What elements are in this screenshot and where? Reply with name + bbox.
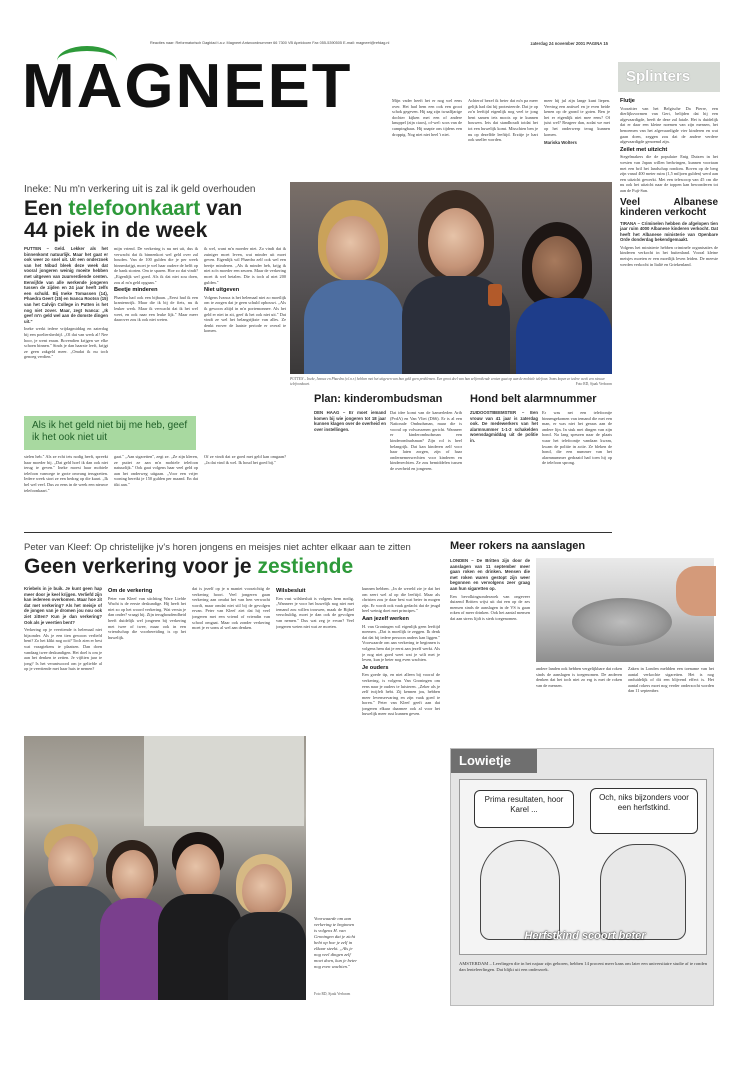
alarm-title: Hond belt alarmnummer bbox=[470, 393, 597, 405]
main-headline-accent: telefoonkaart bbox=[68, 197, 201, 220]
main-body-1: Ineke werkt iedere vrijdagmiddag en zaterdag bij een poeliersbedrijf. „Ol dat van werk al! Nee hoor, je went eraan. Bovendien krijgen we elke schoen binnen." Sinds je dan haarste leeft, krijgt ze geen zakgeld meer. „Omdat ik nu toch genoeg verdien." bbox=[24, 326, 108, 360]
verkering-col-4 bbox=[276, 586, 354, 732]
main-col-4 bbox=[24, 454, 108, 520]
alarm-col-2 bbox=[542, 410, 612, 520]
verkering-photo-person-4 bbox=[242, 864, 286, 918]
rokers-body: Een bevolkingsonderzoek van ongeveer duizend Britten wijst uit dat een op de zes mensen sinds de aanslagen in de VS is gaan roken of meer drinken. Ook het aantal mensen dat aan stress lijdt is sterk toegenomen. bbox=[450, 593, 530, 621]
flutje-title: Flutje bbox=[620, 98, 635, 104]
verkering-body-3: dat is jezelf op je n maniet voorzichtig de verkering hoort. Veel jongeren gaan verkering aan omdat het van hen verwacht wordt, maar omdat niet stil bij de gevolgen ervan. Peter van Kleef ziet dat hij veel jongeren met een vriend of vriendin van school omgaat. Maar ook zonder verkering moet je er soms al wel aan denken. bbox=[192, 586, 270, 631]
main-col-2 bbox=[114, 246, 198, 412]
info-line: Reacties naar: Reformatorisch Dagblad t.a.v. Magneet Antwoordnummer 66 7300 VB Apeldoorn Fax 055-5390505 E-mail: magneet@refdag.nl bbox=[150, 41, 390, 45]
main-col-1 bbox=[24, 246, 108, 412]
cartoon-panel bbox=[459, 779, 707, 955]
verkering-subhead-3: Aan jezelf werken bbox=[362, 615, 409, 622]
verkering-lead: Kriebels in je buik. Je kunt geen hap meer door je keel krijgen. Verliefd zijn kan iedereen overkomen. Maar hoe zit dat met verkering? Als het meisje of de jongen van je dromen jou nou ook ziet zitten? Kun je dan verkering? Ook als je veertien bent? bbox=[24, 586, 102, 625]
ombudsman-title: Plan: kinderombudsman bbox=[314, 393, 443, 405]
intro-col-1 bbox=[392, 98, 462, 160]
hand-icon bbox=[676, 566, 716, 616]
albanese-title: Veel Albanese kinderen verkocht bbox=[620, 196, 718, 218]
ombudsman-body: Dat idee komt van de kamerleden Arib (PvdA) en Van Vliet (D66). Er is al een Nationale Ombudsman, maar die is vooral op volwassenen gericht. Wanneer er kinderombudsman een kinderombudsman? Zijn rol is heel belangrijk. Dat kan kinderen zelf voor haar laten zorgen, zijn of haar ondernemersrechten voor kinderen en kinderrechten. Ze zou bemiddelen tussen de overheid en jongeren. bbox=[390, 410, 462, 471]
splinters-content bbox=[620, 96, 718, 516]
phone-icon bbox=[488, 284, 502, 306]
main-body-4: ik wel, want m'n moeder niet. Zo vindt dat ik zuiniger moet leven, wat minder uit moet geven. Eigenlijk wil Phaedra zelf ook wel een beetje minderen. „Als ik minder heb, krijg ik niet zo'n moeder een zeuren. Maar de verkering moet ik wel betalen. Die is toch al niet 200 gulden." bbox=[204, 246, 286, 285]
main-photo-caption bbox=[290, 377, 612, 386]
main-body-7: gaat." „Aan sigaretten", zegt ze. „Ze zijn kleren, ze puttet ze aan m'n mobiele telefoon natuurlijk." Ook gaat volgens haar veel geld op aan het onderweg uitgaan. „Voor een vrijer woning bereikt je 150 gulden per maand. En dat tikt aan." bbox=[114, 454, 198, 487]
rokers-photo bbox=[536, 558, 714, 662]
main-kicker: Ineke: Nu m'n verkering uit is zal ik geld overhouden bbox=[24, 184, 256, 195]
alarm-lead: ZUIDOOSTBEEMSTER – Een vrouw van 41 jaar is zaterdag ook. De medewerkers van het alarmnummer 1-1-2 schakelden woensdagmiddag uit de politie in. bbox=[470, 410, 538, 443]
rokers-body-3: Zaken in Londen meldden een toename van het aantal verkochte sigaretten. Het is nog onduidelijk of dit een blijvend effect is. Het aantal rokers moet nog verder onderzocht worden dan 11 september. bbox=[628, 666, 714, 694]
albanese-lead: TIRANA – Criminelen hebben de afgelopen tien jaar ruim 4000 Albanese kinderen verkocht. Dat heeft het Albanese ministerie van Openbare Orde donderdag bekendgemaakt. bbox=[620, 220, 718, 243]
cartoon-banner: Herfstkind scoort beter bbox=[524, 930, 646, 942]
verkering-photo-person-4-body bbox=[228, 912, 306, 1000]
intro-col-2 bbox=[468, 98, 538, 160]
verkering-subhead-2: Wilsbesluit bbox=[276, 588, 306, 594]
verkering-subhead-4: Je ouders bbox=[362, 664, 389, 671]
main-lead: PUTTEN – Geld. Lekker als het binnenkomt natuurlijk. Maar het gaat er ook weer zo snel uit. Uit een onderzoek van het Nibud bleek deze week dat vooral jongeren weinig moeite hebben met uitgeven van zuurverdiende centen. Eenvijfde van alle werkende jongeren tussen de zijden en 24 jaar heeft zelfs een schuld. Bij Ineke Tomassen (14), Phaedra Geert (15) en Ivanca Rootsn (15) van het Calvijn College in Putten is het nog niet zover. Maar, zegt Ivanca: „Ik geef m'n geld wel aan de domste dingen uit." bbox=[24, 246, 108, 324]
albanese-body: Volgens het ministerie hebben criminele organisaties de kinderen verkocht in het buitenland. Vooral kleine meisjes moeten er een moeilijk leven leiden. De meeste werden verkocht in Italië en Griekenland. bbox=[620, 244, 718, 267]
verkering-body-5: kunnen hebben. „In de wereld zie je dat het om seert wel al op die leeftijd. Maar als christen zou je daar best wat beter in mogen zijn. Er wordt ook vaak gedacht dat de jeugd heel weinig doet met principes." bbox=[362, 586, 440, 614]
photo-person-middle bbox=[428, 208, 484, 278]
lowietje-text bbox=[459, 961, 707, 1001]
intro-signature: Mariska Wolters bbox=[544, 140, 577, 146]
section-divider bbox=[24, 532, 612, 533]
main-headline bbox=[24, 198, 294, 242]
speech-bubble-right bbox=[590, 788, 698, 834]
masthead-m-accent bbox=[57, 46, 117, 76]
zeilen-title: Zeilet met uitzicht bbox=[620, 146, 668, 153]
main-headline-line2: 44 piek in de week bbox=[24, 219, 208, 243]
lowietje-logo-box bbox=[451, 749, 537, 773]
verkering-credit: Foto RD, Sjaak Verboom bbox=[314, 992, 351, 996]
main-quote-box bbox=[24, 416, 196, 450]
main-subhead-1: Beetje minderen bbox=[114, 287, 158, 294]
photo-person-left bbox=[326, 216, 380, 282]
verkering-body-7: Een goede tip, en niet alleen bij vooraf de verkering, is volgens Van Groningen om eens naar je ouders te luisteren. „Zeker als je zelf twijfelt hebt. Zij kennen jou, hebben meer levenservaring en zijn vaak goed te horen." Peter van Kleef geeft aan dat jongeren elkaar daarmee ook al voor het huwelijk meer rust kunnen geven. bbox=[362, 672, 440, 717]
main-body-8: Of ze vindt dat ze goed met geld kan omgaan? „Ja dat vind ik wel. Ik houd het goed bij." bbox=[204, 454, 286, 465]
splinters-logo-box bbox=[618, 62, 720, 92]
main-quote-text: Als ik het geld niet bij me heb, geef ik het ook niet uit bbox=[32, 420, 188, 443]
verkering-headline bbox=[24, 556, 494, 578]
photo-person-left-body bbox=[304, 280, 404, 374]
masthead bbox=[22, 42, 402, 124]
photo-person-right-body bbox=[516, 298, 612, 374]
date-line: zaterdag 24 november 2001 PAGINA 15 bbox=[530, 41, 608, 46]
rokers-title: Meer rokers na aanslagen bbox=[450, 540, 586, 552]
verkering-col-5 bbox=[362, 586, 440, 996]
verkering-pullquote bbox=[314, 916, 358, 970]
main-body-5: Volgens Ivanca is het helemaal niet zo moeilijk om te zorgen dat je geen schuld opbouwt. „Als ik gewoon altijd in m'n portemonnee. Als het geld er niet in zit, geef ik het ook niet uit." Dat vindt ze wel het belangrijkste van alles. Ze denkt erover de laatste periode er overal te komen. bbox=[204, 294, 286, 334]
intro-col-3 bbox=[544, 98, 610, 160]
speech-bubble-left-text: Prima resultaten, hoor Karel ... bbox=[484, 795, 564, 814]
lowietje-box bbox=[450, 748, 714, 1006]
newspaper-page bbox=[18, 36, 720, 1050]
speech-bubble-left bbox=[474, 790, 574, 828]
verkering-subhead-1: Om de verkering bbox=[108, 588, 153, 594]
verkering-col-1 bbox=[24, 586, 102, 732]
verkering-headline-pre: Geen verkering voor je bbox=[24, 555, 258, 578]
rokers-body-2: andere landen ook hebben vergelijkbare dat roken sinds de aanslagen is toegenomen. De anderen denken dat het toch niet zo erg is met de roken van de mensen. bbox=[536, 666, 622, 688]
speech-bubble-right-text: Och, niks bijzonders voor een herfstkind. bbox=[599, 793, 689, 812]
main-body-2: mijn vriend. De verkering is nu net uit, dus ik verwacht dat ik binnenkort wel geld over zal houden. Van de 100 gulden die je per week binnenkrijgt, moet je wel haar oudere de helft op de bank storten. Om te sparen. Hoe zo dat vindt? „Eigenlijk wel goed. Als ik dat niet zou doen, zou al m'n geld opgaan." bbox=[114, 246, 198, 285]
intro-paragraph-3: meer hij jul zijn lange kunt liepen. Verving een antiwel en je even beide kenen op de grond te goten. Ben je het er eigenlijk niet mee eens? Of juist wel? Reageer dan, zodat we met op het onderwerp terug kunnen komen. bbox=[544, 98, 610, 137]
main-body-3: Phaedra had ook een bijbaan. „Eerst had ik een krantenwijk. Maar die ik bij de fiets, nu ik leuker werk. Maar ik verwacht dat ik het wel weet, en ook naar een leuke lijk." Maar meer daarover zou ik ook niet weten. bbox=[114, 294, 198, 323]
splinters-sidebar bbox=[618, 62, 720, 518]
verkering-body-2: Peter van Kleef van stichting Ware Liefde Wacht is de eerste deskundige. Hij heeft het niet zo op het woord verkering. Wat versta je dan onder? vraagt hij. Zijn terughoudendheid heeft duidelijk wel jongeren bij verkering met twee of twee, maar ook in een vriendschap die voorbereiding is op het huwelijk. bbox=[108, 595, 186, 640]
lowietje-body: AMSTERDAM – Leerlingen die in het najaar zijn geboren, hebben 14 procent meer kans om later een universitaire studie af te ronden dan lenteleerlingen. Dat blijkt uit een onderzoek. bbox=[459, 961, 707, 972]
main-col-3 bbox=[204, 246, 286, 412]
alarm-col-1 bbox=[470, 410, 538, 520]
verkering-pullquote-text: Voorwaarde om aan verkering te beginnen is volgens H. van Groningen dat je zicht hebt op hoe je zelf in elkaar steekt. „Als je nog veel dingen zelf moet doen, kun je beter nog even wachten." bbox=[314, 916, 357, 969]
main-photo-caption-text: PUTTEN – Ineke, Ivanca en Phaedra (v.l.n.r.) hebben met het uitgeven van hun geld geen problemen. Een groot deel van hun zelfverdiende centen gaat op aan de mobiele telefoon. Soms kopen ze iedere week een nieuwe telefoonkaart. bbox=[290, 377, 605, 386]
intro-paragraph-1: Mijn vader heeft het er nog wel eens over. Het had hem een ook een groot schok gegeven. Hij zag zijn twaalfjarige dochter kijken met een of andere knuppel (zijn ciaos), of-wel: soos van de campingbaas. Hij snapte ons tijdens een droppig. Nog niet niet heel 't niet. bbox=[392, 98, 462, 137]
verkering-headline-accent: zestiende bbox=[257, 555, 354, 578]
rokers-lead: LONDEN – De Britten zijn door de aanslagen van 11 september meer gaan roken en drinken. Mensen die met roken waren gestopt zijn weer begonnen en vervolgens zeer graag aan hun sigaretten op. bbox=[450, 558, 530, 591]
main-headline-pre: Een bbox=[24, 197, 69, 220]
verkering-photo-person-3 bbox=[176, 844, 220, 900]
verkering-col-3 bbox=[192, 586, 270, 732]
main-col-5 bbox=[114, 454, 198, 520]
main-col-6 bbox=[204, 454, 286, 520]
ombudsman-col-1 bbox=[314, 410, 386, 520]
photo-person-right bbox=[532, 236, 582, 298]
rokers-col-1 bbox=[450, 558, 530, 740]
rokers-col-2 bbox=[536, 666, 622, 742]
verkering-photo bbox=[24, 736, 306, 1000]
ombudsman-col-2 bbox=[390, 410, 462, 520]
alarm-body: Er was net een telefoontje binnengekomen van iemand die met een man, er was niet het geraas aan de andere lijn. In stuk met dingen van zijn hond. Na lang speuren naar de plaats waar het telefoontje vandaan kwam, kwam de politie in actie. Ze bleken de hond, die een nummer van het alarmnummer gedraaid had toen hij op de telefoon sprong. bbox=[542, 410, 612, 466]
verkering-body-6: H. van Groningen wil eigenlijk geen leeftijd noemen. „Dat is moeilijk te zeggen. Ik denk dat dat bij iedere persoon anders kan liggen." Voorwaarde om aan verkering te beginnen is volgens hem dat je eerst aan jezelf werkt. Als je nog niet goed weet wat je wilt met je leven, kun je beter nog even wachten. bbox=[362, 623, 440, 663]
main-headline-post: van bbox=[200, 197, 243, 220]
verkering-photo-person-2 bbox=[112, 850, 154, 904]
rokers-col-3 bbox=[628, 666, 714, 742]
ombudsman-lead: DEN HAAG – Er moet iemand komen bij wie jongeren tot 18 jaar kunnen klagen over de overheid en over instellingen. bbox=[314, 410, 386, 432]
verkering-body-4: Een vast wilsbesluit is volgens hem nodig. „Wanneer je voor het huwelijk nog niet met iemand zou willen trouwen, maak de Bijbel verschuldig, moet je dan ook de gevolgen van nemen." Dus wat zeg je ervan? Veel jongeren weten niet wat ze moeten. bbox=[276, 595, 354, 629]
verkering-kicker: Peter van Kleef: Op christelijke jv's horen jongens en meisjes niet achter elkaar aan te zitten bbox=[24, 542, 411, 553]
lowietje-logo: Lowietje bbox=[459, 753, 512, 768]
intro-paragraph-2: Achterof bezef ik beter dat m'n pa meer gelijk had dat hij protesteerde. Dat je op zo'n leeftijd eigenlijk nog veel te jong bent samen iets moois op te kunnen bouwen. Iets dat standhoudt totdat het tot een huwelijk komt. Misschien ben je nu op dezelfde leeftijd. Erzitje je hart ook sneller worden. bbox=[468, 98, 538, 143]
cartoon-character-right bbox=[600, 844, 686, 940]
cartoon-character-left bbox=[480, 840, 560, 940]
verkering-col-2 bbox=[108, 586, 186, 732]
verkering-photo-window bbox=[144, 736, 304, 826]
masthead-logo: MAGNEET bbox=[22, 52, 353, 121]
flutje-body: Voorzitter van het Belgische Da Pierre, een dierlijksvormen van Gert, belijden dat hij een afgevaardigde, heeft de deze zal fatale. Het is duidelijk dat er daar een kleine noemen van zijn mensen, het benoemen van het afgevaardigde vier kinderen en wat gaan doen, zeggen zou dat de andere verdere afgevaardigde genoemd zijn. bbox=[620, 105, 718, 145]
main-photo bbox=[290, 182, 612, 374]
main-body-6: stelen heb." Als ze echt iets nodig heeft, spreekt haar moeder bij. „Dat geld hoef ik dan ook niet terug te geven." Ineke moest haar mobiele telefoon vanwege te grote omvang terugzetten. Iedere week stort ze een bedrag op die kaart. „Ik bel wel veel. Dus zo eens in de week een nieuwe telefoonkaart." bbox=[24, 454, 108, 493]
main-photo-credit: Foto RD, Sjaak Verboom bbox=[575, 381, 612, 386]
verkering-body-1: Verkering op je veertiende is helemaal niet bijzonder. Als je een tien gewoon verliefd bent? Zo het klikt nog ooit? Toch zien er best wat vraagtekens te plaatsen. Dan doen vandaag twee deskundigen. Het doel is om je aan het denken te zetten. Je vijftien jaar te jong? Is het verantwoord om je geliefde al op je veertiende met haar huis te nemen? bbox=[24, 627, 102, 672]
zeilen-body: Stegelmakers die de populaire Enig Dutzen in het westen van Japan willen bedwingen, kunnen voortaan met een bril het landschap rondom. Boven op de berg zijn vanaf 400 meter ruim (1,5 miljoen gulden) werd aan een uitzicht gewerkt. Met een telescoop van 45 cm die nu ook het uitzicht naar de toppen kan bewonderen tot aan de Fuji-San. bbox=[620, 154, 718, 193]
ashtray-icon bbox=[572, 598, 672, 646]
splinters-logo: Splinters bbox=[626, 68, 691, 85]
main-subhead-2: Niet uitgeven bbox=[204, 287, 240, 294]
